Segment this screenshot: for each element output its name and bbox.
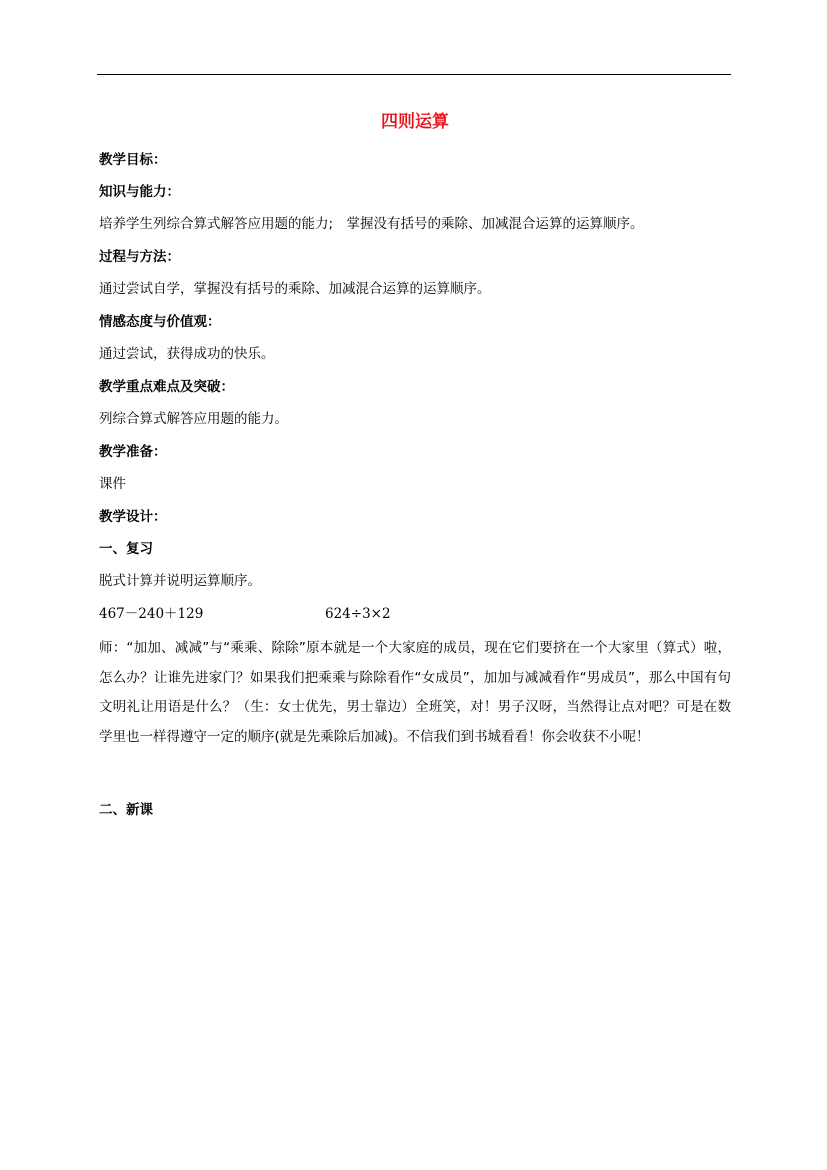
emotion-heading: 情感态度与价值观：	[99, 314, 221, 330]
process-text: 通过尝试自学，掌握没有括号的乘除、加减混合运算的运算顺序。	[99, 281, 491, 297]
key-points-text: 列综合算式解答应用题的能力。	[99, 411, 288, 427]
emotion-text: 通过尝试，获得成功的快乐。	[99, 346, 275, 362]
key-points-heading: 教学重点难点及突破：	[99, 379, 234, 395]
document-title: 四则运算	[381, 112, 449, 132]
review-instruction: 脱式计算并说明运算顺序。	[99, 573, 261, 589]
review-heading: 一、复习	[99, 541, 153, 557]
teaching-goals-heading: 教学目标：	[99, 152, 167, 168]
knowledge-text: 培养学生列综合算式解答应用题的能力; 掌握没有括号的乘除、加减混合运算的运算顺序。	[99, 216, 644, 232]
calculation-expressions	[99, 604, 391, 624]
expression-2: 624÷3×2	[325, 606, 391, 622]
header-rule	[97, 74, 731, 75]
design-heading: 教学设计：	[99, 509, 167, 525]
process-heading: 过程与方法：	[99, 249, 180, 265]
preparation-text: 课件	[99, 476, 126, 492]
expression-1: 467－240＋129	[99, 606, 204, 622]
knowledge-heading: 知识与能力：	[99, 184, 180, 200]
preparation-heading: 教学准备：	[99, 444, 167, 460]
teacher-paragraph: 师：“加加、减减”与“乘乘、除除”原本就是一个大家庭的成员，现在它们要挤在一个大家里（算式）啦，怎么办？让谁先进家门？如果我们把乘乘与除除看作“女成员”，加加与减减看作“男成员”，那么中国有句文明礼让用语是什么？（生：女士优先，男士靠边）全班笑，对！男子汉呀，当然得让点对吧？可是在数学里也一样得遵守一定的顺序(就是先乘除后加减)。不信我们到书城看看！你会收获不小呢！	[99, 640, 731, 745]
new-lesson-heading: 二、新课	[99, 802, 153, 818]
